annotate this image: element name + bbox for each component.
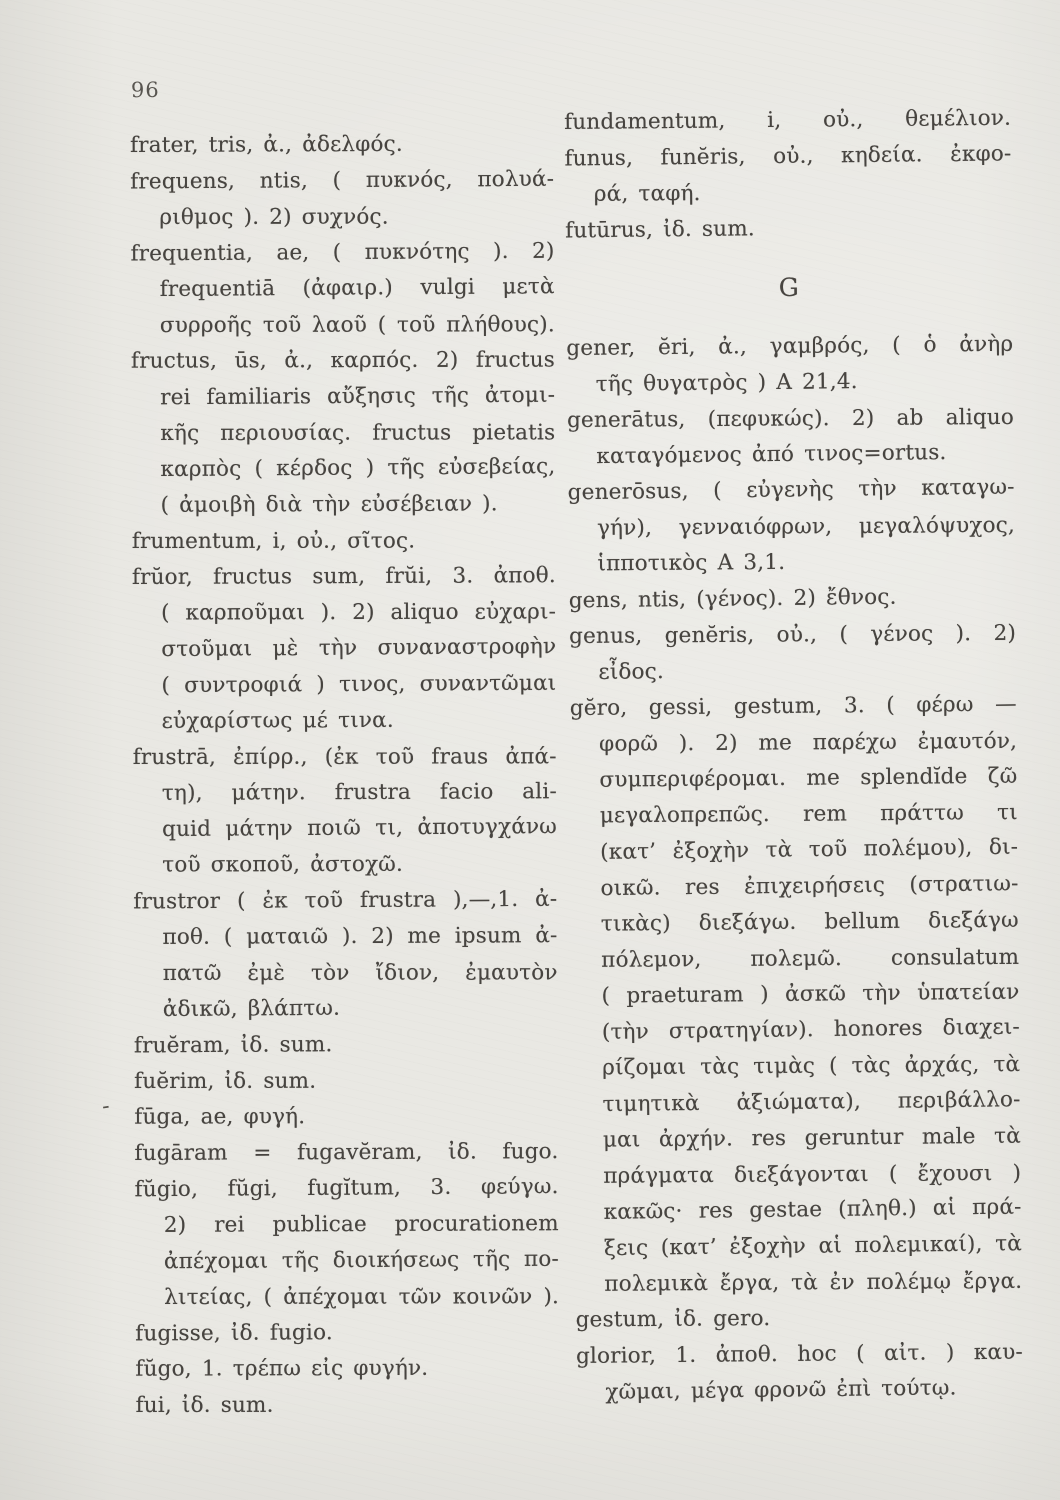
dictionary-line: τῆς θυγατρὸς ) A 21,4. <box>595 369 858 398</box>
dictionary-line: πράγματα διεξάγονται ( ἔχουσι ) <box>603 1160 1022 1189</box>
dictionary-line: φορῶ ). 2) me παρέχω ἐμαυτόν, <box>599 728 1018 757</box>
right-column-main <box>566 327 1023 1411</box>
dictionary-line: frustror ( ἐκ τοῦ frustra ),—,1. ἀ- <box>133 886 558 915</box>
dictionary-line: (τὴν στρατηγίαν). honores διαχει- <box>601 1014 1021 1045</box>
dictionary-line: fuĕrim, ἰδ. sum. <box>134 1068 317 1095</box>
dictionary-line: glorior, 1. ἀποθ. hoc ( αἰτ. ) καυ- <box>575 1339 1024 1369</box>
dictionary-line: ( καρποῦμαι ). 2) aliquo εὐχαρι- <box>161 599 557 626</box>
dictionary-line: fŭgio, fŭgi, fugĭtum, 3. φεύγω. <box>134 1174 559 1203</box>
dictionary-line: στοῦμαι μὲ τὴν συναναστροφὴν <box>161 634 557 663</box>
dictionary-line: πολεμικὰ ἔργα, τὰ ἐν πολέμῳ ἔργα. <box>604 1268 1023 1297</box>
dictionary-line: (κατ’ ἐξοχὴν τὰ τοῦ πολέμου), δι- <box>600 834 1019 865</box>
dictionary-line: frater, tris, ἀ., ἀδελφός. <box>130 131 403 158</box>
dictionary-line: quid μάτην ποιῶ τι, ἀποτυγχάνω <box>161 814 558 843</box>
dictionary-line: ( praeturam ) ἀσκῶ τὴν ὑπατείαν <box>601 979 1020 1009</box>
dictionary-line: κῆς περιουσίας. fructus pietatis <box>160 420 556 446</box>
dictionary-line: gĕro, gessi, gestum, 3. ( φέρω — <box>569 691 1017 721</box>
right-column <box>564 101 1024 1411</box>
section-heading-g: G <box>778 272 800 302</box>
dictionary-line: gens, ntis, (γένος). 2) ἔθνος. <box>568 584 897 614</box>
dictionary-line: fŭgo, 1. τρέπω εἰς φυγήν. <box>135 1355 429 1382</box>
dictionary-line: fruĕram, ἰδ. sum. <box>133 1032 333 1059</box>
dictionary-line: generōsus, ( εὐγενὴς τὴν καταγω- <box>567 474 1015 506</box>
dictionary-line: frumentum, i, οὐ., σῖτος. <box>131 528 416 555</box>
dictionary-line: ἱπποτικὸς A 3,1. <box>597 549 786 577</box>
dictionary-line: ρίζομαι τὰς τιμὰς ( τὰς ἀρχάς, τὰ <box>602 1052 1021 1081</box>
dictionary-line: εἶδος. <box>598 659 665 685</box>
dictionary-line: 2) rei publicae procurationem <box>163 1211 559 1238</box>
dictionary-line: frequentia, ae, ( πυκνότης ). 2) <box>130 238 555 267</box>
dictionary-line: fugisse, ἰδ. fugio. <box>135 1320 333 1347</box>
dictionary-line: funus, funĕris, οὐ., κηδεία. ἐκφο- <box>564 141 1012 172</box>
dictionary-line: generātus, (πεφυκώς). 2) ab aliquo <box>566 404 1015 434</box>
dictionary-line: frustrā, ἐπίρρ., (ἐκ τοῦ fraus ἀπά- <box>132 744 557 771</box>
dictionary-line: ( ἀμοιβὴ διὰ τὴν εὐσέβειαν ). <box>160 491 498 518</box>
dictionary-line: genus, genĕris, οὐ., ( γένος ). 2) <box>569 620 1017 649</box>
dictionary-line: τη), μάτην. frustra facio ali- <box>161 779 557 806</box>
dictionary-line: ριθμος ). 2) συχνός. <box>159 204 389 230</box>
dictionary-line: gener, ĕri, ἀ., γαμβρός, ( ὁ ἀνὴρ <box>566 331 1014 361</box>
dictionary-line: fugāram = fugavĕram, ἰδ. fugo. <box>134 1139 559 1166</box>
dictionary-line: ( συντροφιά ) τινος, συναντῶμαι <box>161 670 557 699</box>
dictionary-line: συμπεριφέρομαι. me splendĭde ζῶ <box>599 763 1018 793</box>
dictionary-line: τικὰς) διεξάγω. bellum διεξάγω <box>600 907 1019 937</box>
dictionary-line: frŭor, fructus sum, frŭi, 3. ἀποθ. <box>131 563 556 590</box>
right-column-top <box>564 101 1012 249</box>
dictionary-line: fundamentum, i, οὐ., θεμέλιον. <box>564 105 1012 135</box>
dictionary-line: frequentiā (ἀφαιρ.) vulgi μετὰ <box>159 274 555 303</box>
dictionary-line: εὐχαρίστως μέ τινα. <box>161 707 394 734</box>
dictionary-line: χῶμαι, μέγα φρονῶ ἐπὶ τούτῳ. <box>605 1375 957 1405</box>
dictionary-line: frequens, ntis, ( πυκνός, πολυά- <box>130 166 555 195</box>
dictionary-line: ποθ. ( ματαιῶ ). 2) me ipsum ἀ- <box>162 923 558 950</box>
dictionary-line: πατῶ ἐμὲ τὸν ἴδιον, ἐμαυτὸν <box>162 960 558 986</box>
dictionary-line: fui, ἰδ. sum. <box>135 1392 274 1419</box>
dictionary-line: fūga, ae, φυγή. <box>134 1104 306 1130</box>
dictionary-line: μεγαλοπρεπῶς. rem πράττω τι <box>599 800 1018 829</box>
dictionary-line: γήν), γενναιόφρων, μεγαλόψυχος, <box>596 512 1016 541</box>
dictionary-line: gestum, ἰδ. gero. <box>575 1306 771 1333</box>
dictionary-line: ἀδικῶ, βλάπτω. <box>162 995 341 1023</box>
dictionary-line: καταγόμενος ἀπό τινος=ortus. <box>596 440 947 470</box>
dictionary-line: μαι ἀρχήν. res geruntur male τὰ <box>602 1123 1022 1153</box>
dictionary-line: συρροῆς τοῦ λαοῦ ( τοῦ πλήθους). <box>159 312 555 338</box>
dictionary-line: ἀπέχομαι τῆς διοικήσεως τῆς πο- <box>163 1246 560 1275</box>
dictionary-line: πόλεμον, πολεμῶ. consulatum <box>601 944 1020 973</box>
dictionary-line: οικῶ. res ἐπιχειρήσεις (στρατιω- <box>600 871 1019 902</box>
dictionary-line: fructus, ūs, ἀ., καρπός. 2) fructus <box>130 347 555 374</box>
dictionary-line: ξεις (κατ’ ἐξοχὴν αἱ πολεμικαί), τὰ <box>603 1231 1023 1262</box>
dictionary-line: rei familiaris αὔξησις τῆς ἀτομι- <box>160 382 556 411</box>
dictionary-line: τοῦ σκοποῦ, ἀστοχῶ. <box>162 851 404 878</box>
left-column <box>130 126 560 1424</box>
dictionary-line: ρά, ταφή. <box>593 181 701 207</box>
margin-mark: - <box>100 1093 112 1120</box>
page-number: 96 <box>130 77 160 103</box>
dictionary-line: κακῶς· res gestae (πληθ.) αἱ πρά- <box>603 1194 1022 1225</box>
dictionary-line: καρπὸς ( κέρδος ) τῆς εὐσεβείας, <box>160 454 556 483</box>
dictionary-line: futūrus, ἰδ. sum. <box>565 216 756 244</box>
dictionary-line: τιμητικὰ ἀξιώματα), περιβάλλο- <box>602 1087 1021 1118</box>
dictionary-line: λιτείας, ( ἀπέχομαι τῶν κοινῶν ). <box>164 1284 560 1310</box>
